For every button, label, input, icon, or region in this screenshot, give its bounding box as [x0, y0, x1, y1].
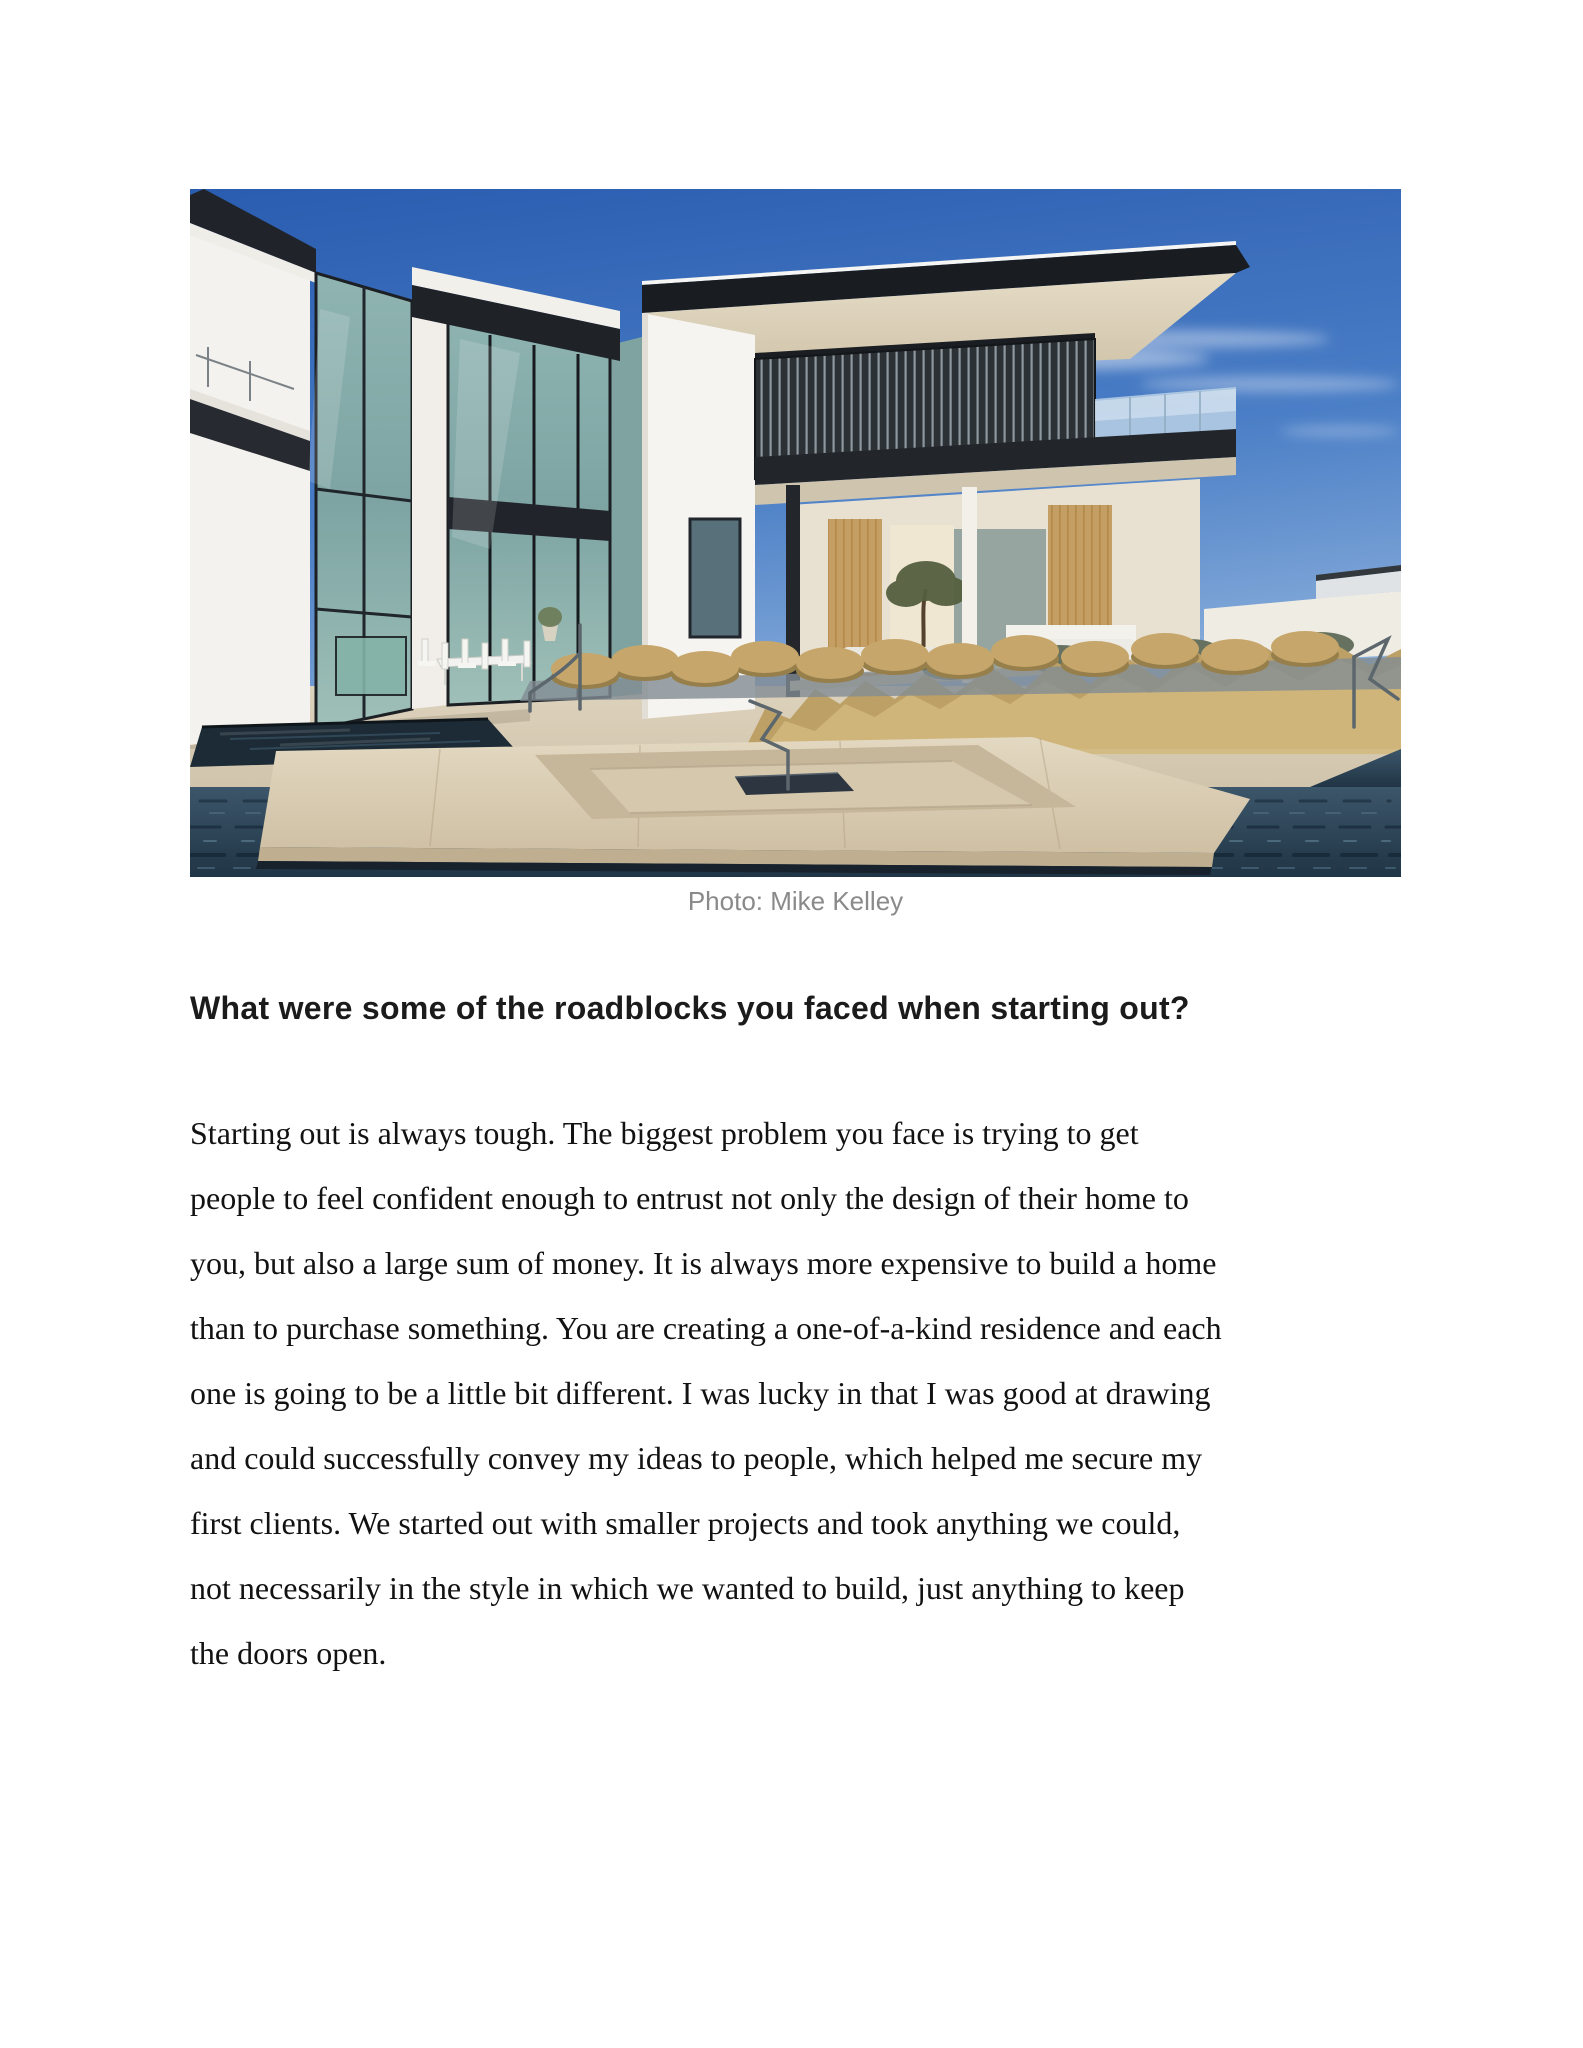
paragraph-line: not necessarily in the style in which we wanted to build, just anything to keep	[190, 1570, 1185, 1606]
article-paragraph	[190, 1101, 1401, 1686]
paragraph-line: people to feel confident enough to entrust not only the design of their home to	[190, 1180, 1189, 1216]
paragraph-line: Starting out is always tough. The biggest problem you face is trying to get	[190, 1115, 1139, 1151]
section-heading: What were some of the roadblocks you faced when starting out?	[190, 990, 1190, 1026]
paragraph-line: first clients. We started out with smaller projects and took anything we could,	[190, 1505, 1181, 1541]
paragraph-line: one is going to be a little bit different. I was lucky in that I was good at drawing	[190, 1375, 1211, 1411]
house-photo-illustration	[190, 189, 1401, 877]
house-photo	[190, 189, 1401, 877]
paragraph-line: you, but also a large sum of money. It is always more expensive to build a home	[190, 1245, 1217, 1281]
paragraph-line: than to purchase something. You are creating a one-of-a-kind residence and each	[190, 1310, 1222, 1346]
photo-credit: Photo: Mike Kelley	[687, 886, 904, 916]
article-content	[190, 189, 1401, 1686]
article-figure	[190, 189, 1401, 916]
paragraph-line: and could successfully convey my ideas to people, which helped me secure my	[190, 1440, 1203, 1476]
paragraph-line: the doors open.	[190, 1635, 387, 1671]
